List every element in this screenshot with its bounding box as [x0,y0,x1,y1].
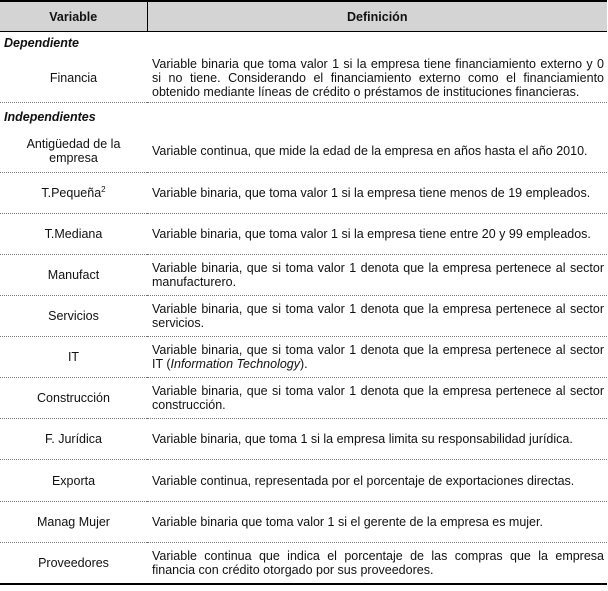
table-row [0,173,607,214]
section-row [0,103,607,131]
variable-definition: Variable binaria, que toma 1 si la empresa limita su responsabilidad jurídica. [147,419,607,460]
table-row [0,54,607,103]
variable-name: Proveedores [0,543,147,584]
section-row [0,32,607,54]
variable-name: F. Jurídica [0,419,147,460]
definition-text: Variable binaria, que si toma valor 1 denota que la empresa pertenece al sector IT ( [152,343,604,371]
footnote-marker: 2 [101,184,106,194]
variable-definition [147,337,607,378]
variable-definition: Variable binaria, que toma valor 1 si la empresa tiene entre 20 y 99 empleados. [147,214,607,255]
variable-name: Manag Mujer [0,502,147,543]
table-row [0,502,607,543]
table-row [0,214,607,255]
variable-definition: Variable continua, representada por el porcentaje de exportaciones directas. [147,460,607,502]
variable-name: T.Mediana [0,214,147,255]
table-row [0,296,607,337]
variable-definition: Variable continua que indica el porcentaje de las compras que la empresa financia con crédito otorgado por sus proveedores. [147,543,607,584]
table-row [0,460,607,502]
header-definition: Definición [147,1,607,32]
variable-definition: Variable binaria que toma valor 1 si la empresa tiene financiamiento externo y 0 si no tiene. Considerando el financiamiento externo como el financiamiento obtenido mediante líneas de crédito o préstamos de instituciones financieras. [147,54,607,103]
variable-definition: Variable binaria, que si toma valor 1 denota que la empresa pertenece al sector manufacturero. [147,255,607,296]
section-independientes: Independientes [4,109,96,124]
variable-definition: Variable binaria, que toma valor 1 si la empresa tiene menos de 19 empleados. [147,173,607,214]
table-row [0,378,607,419]
variable-name: Antigüedad de la empresa [0,131,147,173]
variable-name: Construcción [0,378,147,419]
section-dependiente: Dependiente [4,35,80,50]
definition-text-end: ). [300,357,308,371]
variable-name [0,173,147,214]
table-row [0,255,607,296]
table-row [0,131,607,173]
variable-label: T.Pequeña [41,186,102,200]
variable-name: IT [0,337,147,378]
variable-definition: Variable binaria que toma valor 1 si el gerente de la empresa es mujer. [147,502,607,543]
variable-definition: Variable binaria, que si toma valor 1 denota que la empresa pertenece al sector servicios. [147,296,607,337]
variable-name: Exporta [0,460,147,502]
definition-italic: Information Technology [170,357,301,371]
table-row [0,337,607,378]
table-row [0,543,607,584]
table-row [0,419,607,460]
variable-definition: Variable continua, que mide la edad de la empresa en años hasta el año 2010. [147,131,607,173]
variable-definition: Variable binaria, que si toma valor 1 denota que la empresa pertenece al sector construcción. [147,378,607,419]
variable-name: Manufact [0,255,147,296]
variable-name: Financia [0,54,147,103]
variable-name: Servicios [0,296,147,337]
header-row [0,1,607,32]
header-variable: Variable [0,1,147,32]
